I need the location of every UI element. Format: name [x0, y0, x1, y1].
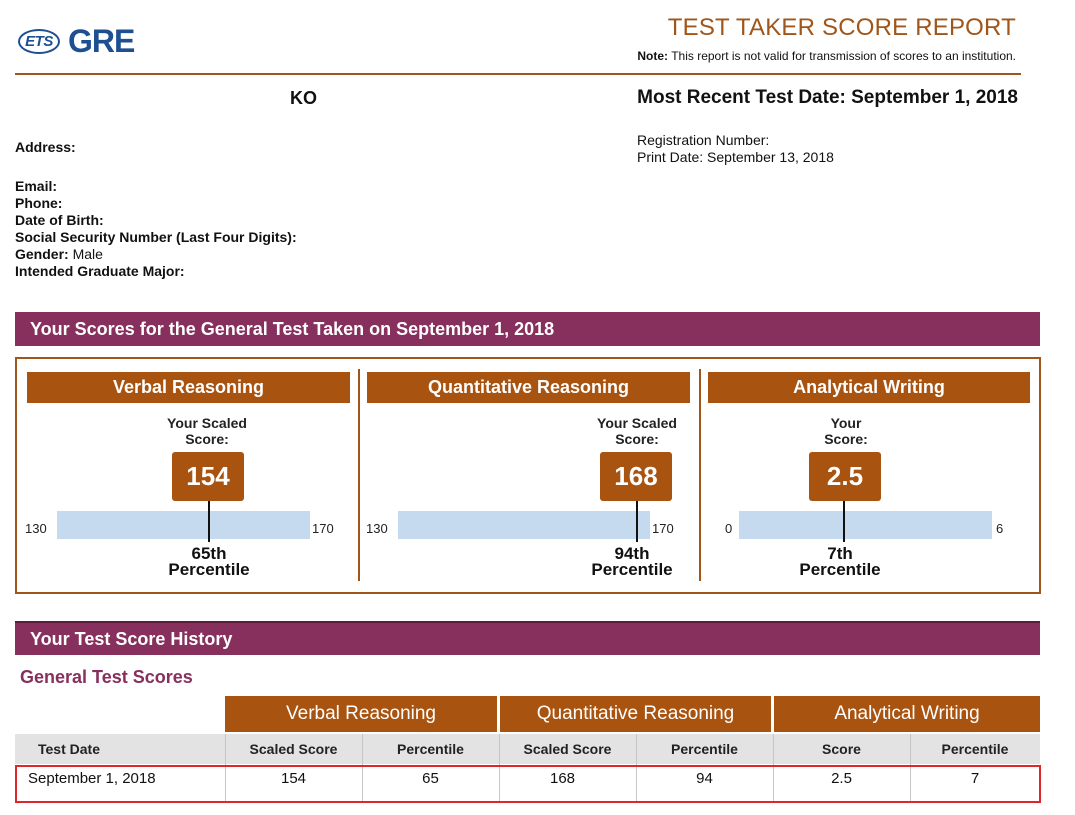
report-note-label: Note: — [637, 49, 669, 63]
history-column-headers — [15, 734, 1040, 764]
phone-line — [15, 195, 297, 212]
quant-scaled-label — [577, 415, 697, 447]
major-label: Intended Graduate Major: — [15, 263, 185, 279]
row-verbal-scaled: 154 — [280, 769, 307, 787]
writing-score-panel — [701, 359, 1041, 592]
quant-heading: Quantitative Reasoning — [367, 372, 690, 403]
col-quant-percentile: Percentile — [671, 741, 738, 757]
writing-percentile-value: 7th — [827, 544, 853, 563]
gender-line — [15, 246, 297, 263]
writing-heading: Analytical Writing — [708, 372, 1030, 403]
quant-score-panel — [360, 359, 699, 592]
verbal-percentile-value: 65th — [191, 544, 227, 563]
col-test-date: Test Date — [38, 741, 100, 757]
quant-percentile — [572, 546, 692, 578]
address-line — [15, 139, 76, 156]
col-writing-score: Score — [822, 741, 861, 757]
writing-percentile-label: Percentile — [799, 560, 881, 579]
verbal-scaled-label-line1: Your Scaled — [167, 415, 247, 431]
history-banner: Your Test Score History — [15, 621, 1040, 655]
candidate-name: KO — [290, 88, 317, 108]
verbal-score-bar — [57, 511, 310, 539]
phone-label: Phone: — [15, 195, 63, 211]
email-label: Email: — [15, 178, 58, 194]
col-quant-scaled: Scaled Score — [523, 741, 612, 757]
print-date-label: Print Date: — [637, 149, 704, 165]
print-date — [637, 149, 834, 165]
quant-score-badge: 168 — [600, 452, 672, 501]
quant-percentile-value: 94th — [614, 544, 650, 563]
row-test-date: September 1, 2018 — [28, 769, 156, 787]
registration-number — [637, 132, 769, 148]
row-verbal-percentile: 65 — [422, 769, 439, 787]
col-verbal-scaled: Scaled Score — [249, 741, 338, 757]
ssn-line — [15, 229, 297, 246]
quant-score-marker — [636, 501, 638, 542]
major-line — [15, 263, 297, 280]
gender-label: Gender: — [15, 246, 69, 262]
quant-score-bar — [398, 511, 650, 539]
general-test-scores-title: General Test Scores — [20, 667, 193, 687]
history-group-verbal: Verbal Reasoning — [225, 696, 497, 732]
row-writing-percentile: 7 — [970, 769, 980, 787]
col-writing-percentile: Percentile — [941, 741, 1009, 757]
writing-score-badge: 2.5 — [809, 452, 881, 501]
report-note — [637, 49, 1016, 63]
quant-percentile-label: Percentile — [591, 560, 673, 579]
writing-scaled-label-line2: Score: — [824, 431, 868, 447]
verbal-min-label: 130 — [25, 521, 47, 536]
score-summary-box — [15, 357, 1041, 594]
ets-logo-text: ETS — [18, 29, 60, 54]
history-group-writing: Analytical Writing — [774, 696, 1040, 732]
gre-logo — [18, 24, 134, 58]
registration-label: Registration Number: — [637, 132, 770, 148]
verbal-scaled-label — [147, 415, 267, 447]
verbal-percentile — [149, 546, 269, 578]
col-verbal-percentile: Percentile — [397, 741, 464, 757]
writing-scaled-label-line1: Your — [830, 415, 862, 431]
report-note-text: This report is not valid for transmission of scores to an institution. — [671, 49, 1016, 63]
scores-banner: Your Scores for the General Test Taken on September 1, 2018 — [15, 312, 1040, 346]
dob-line — [15, 212, 297, 229]
writing-max-label: 6 — [996, 521, 1004, 536]
writing-min-label: 0 — [725, 521, 733, 536]
quant-scaled-label-line2: Score: — [615, 431, 659, 447]
most-recent-value: September 1, 2018 — [851, 87, 1018, 108]
quant-max-label: 170 — [652, 521, 674, 536]
most-recent-label: Most Recent Test Date: — [637, 87, 846, 108]
row-writing-score: 2.5 — [831, 769, 852, 787]
gender-value: Male — [72, 246, 103, 262]
highlight-rectangle — [15, 765, 1041, 803]
verbal-percentile-label: Percentile — [168, 560, 250, 579]
most-recent-test-date — [637, 87, 1018, 109]
writing-percentile — [780, 546, 900, 578]
writing-score-marker — [843, 501, 845, 542]
address-label: Address: — [15, 139, 76, 155]
gre-logo-text: GRE — [68, 22, 135, 59]
row-quant-percentile: 94 — [696, 769, 713, 787]
verbal-score-panel — [17, 359, 358, 592]
writing-score-bar — [739, 511, 992, 539]
ssn-label: Social Security Number (Last Four Digits): — [15, 229, 297, 245]
ets-logo-badge — [18, 27, 60, 55]
verbal-score-badge: 154 — [172, 452, 244, 501]
quant-scaled-label-line1: Your Scaled — [597, 415, 677, 431]
quant-min-label: 130 — [366, 521, 388, 536]
report-title: TEST TAKER SCORE REPORT — [667, 14, 1016, 41]
row-quant-scaled: 168 — [549, 769, 576, 787]
print-date-value: September 13, 2018 — [707, 149, 834, 165]
candidate-details — [15, 178, 297, 280]
email-line — [15, 178, 297, 195]
header-divider — [15, 73, 1021, 75]
verbal-scaled-label-line2: Score: — [185, 431, 229, 447]
verbal-heading: Verbal Reasoning — [27, 372, 350, 403]
verbal-max-label: 170 — [312, 521, 334, 536]
dob-label: Date of Birth: — [15, 212, 104, 228]
history-group-quant: Quantitative Reasoning — [500, 696, 771, 732]
verbal-score-marker — [208, 501, 210, 542]
writing-scaled-label — [796, 415, 896, 447]
